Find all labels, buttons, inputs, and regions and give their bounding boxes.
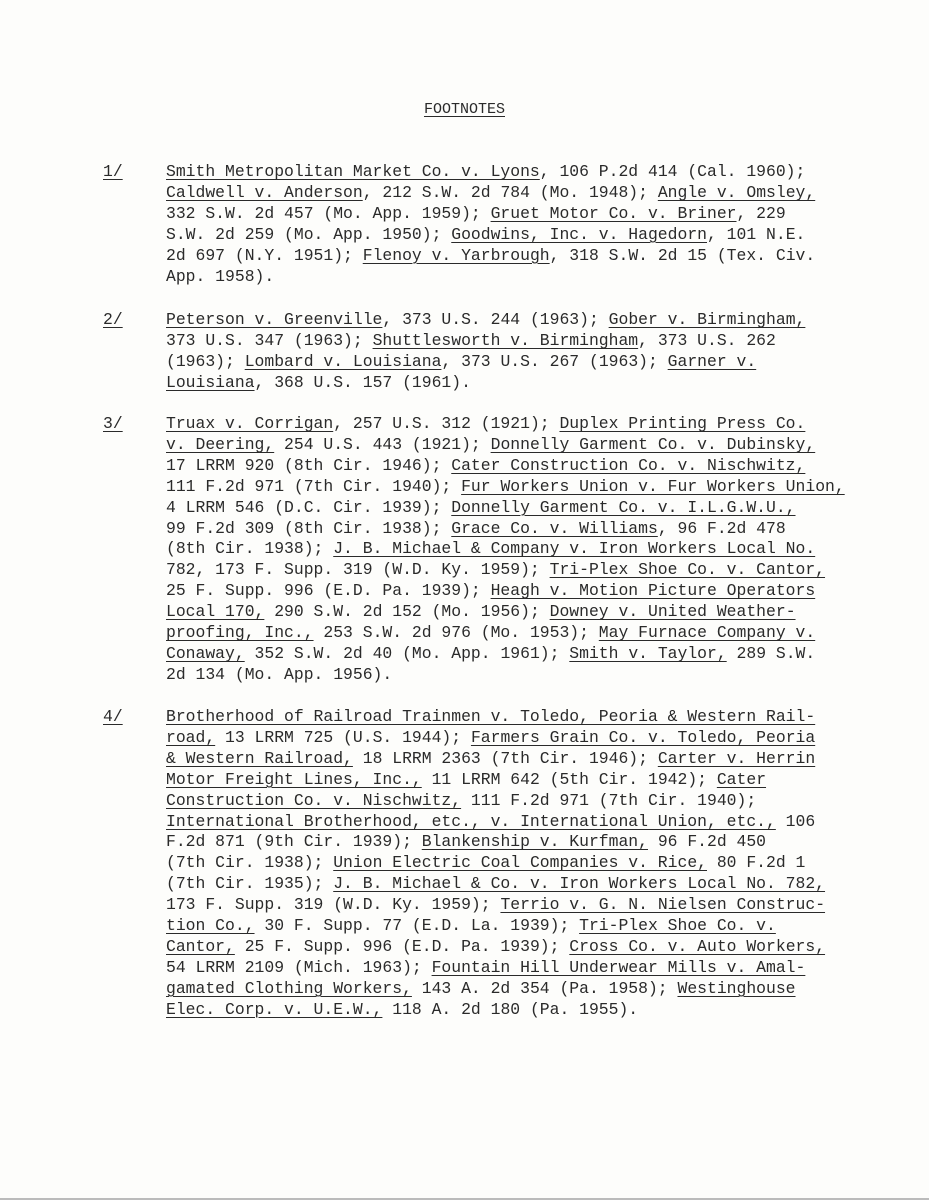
case-name: Tri-Plex Shoe Co. v. Cantor, [549, 560, 826, 580]
citation-text: 4 LRRM 546 (D.C. Cir. 1939); [166, 497, 452, 517]
case-name: Garner v. [667, 351, 757, 371]
citation-text: , 373 U.S. 244 (1963); [382, 310, 609, 329]
citation-line [166, 246, 815, 267]
citation-text: 111 F.2d 971 (7th Cir. 1940); [461, 790, 757, 810]
citation-line [166, 414, 845, 435]
citation-line [166, 1000, 825, 1021]
citation-line [166, 267, 815, 288]
citation-text: 173 F. Supp. 319 (W.D. Ky. 1959); [166, 895, 501, 915]
citation-text: 17 LRRM 920 (8th Cir. 1946); [166, 455, 452, 475]
case-name: Gruet Motor Co. v. Briner [490, 203, 737, 223]
citation-line [166, 895, 825, 916]
citation-line [166, 979, 825, 1000]
citation-text: 54 LRRM 2109 (Mich. 1963); [166, 957, 432, 977]
footnote-text [166, 162, 815, 287]
case-name: Lombard v. Louisiana [244, 351, 442, 371]
case-name: Brotherhood of Railroad Trainmen v. Toledo, Peoria & Western Rail- [166, 707, 816, 726]
case-name: Flenoy v. Yarbrough [362, 245, 550, 265]
case-name: Cantor, [166, 936, 235, 956]
citation-line [166, 665, 845, 686]
citation-line [166, 331, 805, 352]
case-name: Shuttlesworth v. Birmingham [372, 330, 639, 350]
citation-line [166, 644, 845, 665]
citation-line [166, 623, 845, 644]
citation-text: App. 1958). [166, 266, 275, 286]
citation-text: 96 F.2d 450 [647, 832, 767, 852]
case-name: Peterson v. Greenville [166, 310, 383, 329]
case-name: Farmers Grain Co. v. Toledo, Peoria [470, 727, 816, 747]
case-name: Downey v. United Weather- [549, 602, 796, 622]
case-name: Local 170, [166, 602, 265, 622]
citation-line [166, 707, 825, 728]
case-name: Fountain Hill Underwear Mills v. Amal- [431, 957, 806, 977]
citation-line [166, 916, 825, 937]
case-name: Caldwell v. Anderson [166, 182, 363, 202]
footnote-number: 2/ [103, 310, 123, 329]
case-name: Smith Metropolitan Market Co. v. Lyons [166, 162, 540, 181]
citation-text: , 373 U.S. 267 (1963); [441, 351, 668, 371]
footnote-text [166, 707, 825, 1021]
case-name: J. B. Michael & Company v. Iron Workers Local No. [333, 539, 816, 559]
footnote-text [166, 414, 845, 686]
citation-line [166, 958, 825, 979]
citation-text: F.2d 871 (9th Cir. 1939); [166, 832, 422, 852]
citation-text: 25 F. Supp. 996 (E.D. Pa. 1939); [234, 936, 570, 956]
citation-text: 782, 173 F. Supp. 319 (W.D. Ky. 1959); [166, 560, 550, 580]
citation-text: 118 A. 2d 180 (Pa. 1955). [382, 999, 639, 1019]
case-name: v. Deering, [166, 434, 275, 454]
case-name: Tri-Plex Shoe Co. v. [579, 916, 776, 936]
citation-text: 80 F.2d 1 [707, 853, 806, 873]
case-name: Cater Construction Co. v. Nischwitz, [451, 455, 806, 475]
citation-line [166, 581, 845, 602]
case-name: Cater [716, 769, 767, 789]
citation-text: (7th Cir. 1938); [166, 853, 334, 873]
case-name: Duplex Printing Press Co. [559, 414, 806, 433]
case-name: Motor Freight Lines, Inc., [166, 769, 422, 789]
case-name: Elec. Corp. v. U.E.W., [166, 999, 383, 1019]
citation-text: 290 S.W. 2d 152 (Mo. 1956); [264, 602, 550, 622]
case-name: Construction Co. v. Nischwitz, [166, 790, 462, 810]
citation-text: 254 U.S. 443 (1921); [274, 434, 491, 454]
citation-text: (1963); [166, 351, 245, 371]
case-name: Terrio v. G. N. Nielsen Construc- [500, 895, 826, 915]
citation-text: (8th Cir. 1938); [166, 539, 334, 559]
case-name: Heagh v. Motion Picture Operators [490, 581, 816, 601]
citation-line [166, 373, 805, 394]
citation-line [166, 225, 815, 246]
citation-text: 332 S.W. 2d 457 (Mo. App. 1959); [166, 203, 491, 223]
citation-line [166, 519, 845, 540]
citation-text: 18 LRRM 2363 (7th Cir. 1946); [352, 748, 658, 768]
citation-text: , 101 N.E. [707, 224, 806, 244]
citation-line [166, 310, 805, 331]
citation-line [166, 435, 845, 456]
case-name: J. B. Michael & Co. v. Iron Workers Local No. 782, [333, 874, 826, 894]
citation-text: 30 F. Supp. 77 (E.D. La. 1939); [254, 916, 580, 936]
citation-line [166, 832, 825, 853]
case-name: Conaway, [166, 643, 245, 663]
case-name: & Western Railroad, [166, 748, 353, 768]
citation-line [166, 791, 825, 812]
citation-line [166, 477, 845, 498]
citation-text: 11 LRRM 642 (5th Cir. 1942); [421, 769, 717, 789]
case-name: Donnelly Garment Co. v. Dubinsky, [490, 434, 816, 454]
case-name: Truax v. Corrigan [166, 414, 334, 433]
case-name: gamated Clothing Workers, [166, 978, 412, 998]
case-name: Donnelly Garment Co. v. I.L.G.W.U., [451, 497, 796, 517]
citation-line [166, 874, 825, 895]
case-name: Goodwins, Inc. v. Hagedorn [451, 224, 707, 244]
case-name: proofing, Inc., [166, 623, 314, 643]
citation-line [166, 183, 815, 204]
citation-text: (7th Cir. 1935); [166, 874, 334, 894]
citation-line [166, 812, 825, 833]
case-name: Westinghouse [677, 978, 796, 998]
citation-text: 99 F.2d 309 (8th Cir. 1938); [166, 518, 452, 538]
citation-text: , 106 P.2d 414 (Cal. 1960); [539, 162, 806, 181]
citation-line [166, 162, 815, 183]
citation-line [166, 728, 825, 749]
case-name: road, [166, 727, 216, 747]
page-title: FOOTNOTES [423, 101, 505, 118]
citation-text: , 212 S.W. 2d 784 (Mo. 1948); [362, 182, 658, 202]
case-name: Cross Co. v. Auto Workers, [569, 936, 826, 956]
footnote-number: 3/ [103, 414, 123, 433]
citation-text: , 318 S.W. 2d 15 (Tex. Civ. [549, 245, 816, 265]
case-name: Union Electric Coal Companies v. Rice, [333, 853, 707, 873]
citation-text: 106 [775, 811, 816, 831]
citation-text: S.W. 2d 259 (Mo. App. 1950); [166, 224, 452, 244]
case-name: Gober v. Birmingham, [608, 310, 806, 329]
citation-text: 25 F. Supp. 996 (E.D. Pa. 1939); [166, 581, 491, 601]
footnote-number: 1/ [103, 162, 123, 181]
citation-text: , 96 F.2d 478 [657, 518, 786, 538]
citation-text: 352 S.W. 2d 40 (Mo. App. 1961); [244, 643, 570, 663]
citation-text: 253 S.W. 2d 976 (Mo. 1953); [313, 623, 599, 643]
case-name: Louisiana [166, 372, 255, 392]
footnote-text [166, 310, 805, 394]
citation-text: 2d 134 (Mo. App. 1956). [166, 664, 393, 684]
citation-line [166, 352, 805, 373]
case-name: tion Co., [166, 916, 255, 936]
case-name: Grace Co. v. Williams [451, 518, 658, 538]
citation-text: , 229 [736, 203, 786, 223]
citation-line [166, 853, 825, 874]
citation-line [166, 770, 825, 791]
citation-text: , 373 U.S. 262 [638, 330, 776, 350]
citation-text: 2d 697 (N.Y. 1951); [166, 245, 363, 265]
citation-line [166, 937, 825, 958]
citation-text: 289 S.W. [726, 643, 816, 663]
case-name: Fur Workers Union v. Fur Workers Union, [461, 476, 845, 496]
citation-text: , 368 U.S. 157 (1961). [254, 372, 471, 392]
case-name: Smith v. Taylor, [569, 643, 727, 663]
citation-line [166, 602, 845, 623]
citation-text: 143 A. 2d 354 (Pa. 1958); [411, 978, 678, 998]
citation-line [166, 204, 815, 225]
citation-text: 13 LRRM 725 (U.S. 1944); [215, 727, 471, 747]
citation-text: 373 U.S. 347 (1963); [166, 330, 373, 350]
citation-line [166, 456, 845, 477]
citation-line [166, 498, 845, 519]
citation-text: , 257 U.S. 312 (1921); [333, 414, 560, 433]
case-name: Angle v. Omsley, [657, 182, 816, 202]
case-name: Carter v. Herrin [657, 748, 816, 768]
case-name: International Brotherhood, etc., v. International Union, etc., [166, 811, 776, 831]
citation-line [166, 749, 825, 770]
citation-line [166, 539, 845, 560]
case-name: Blankenship v. Kurfman, [421, 832, 648, 852]
footnote-number: 4/ [103, 707, 123, 726]
citation-text: 111 F.2d 971 (7th Cir. 1940); [166, 476, 462, 496]
case-name: May Furnace Company v. [598, 623, 816, 643]
citation-line [166, 560, 845, 581]
